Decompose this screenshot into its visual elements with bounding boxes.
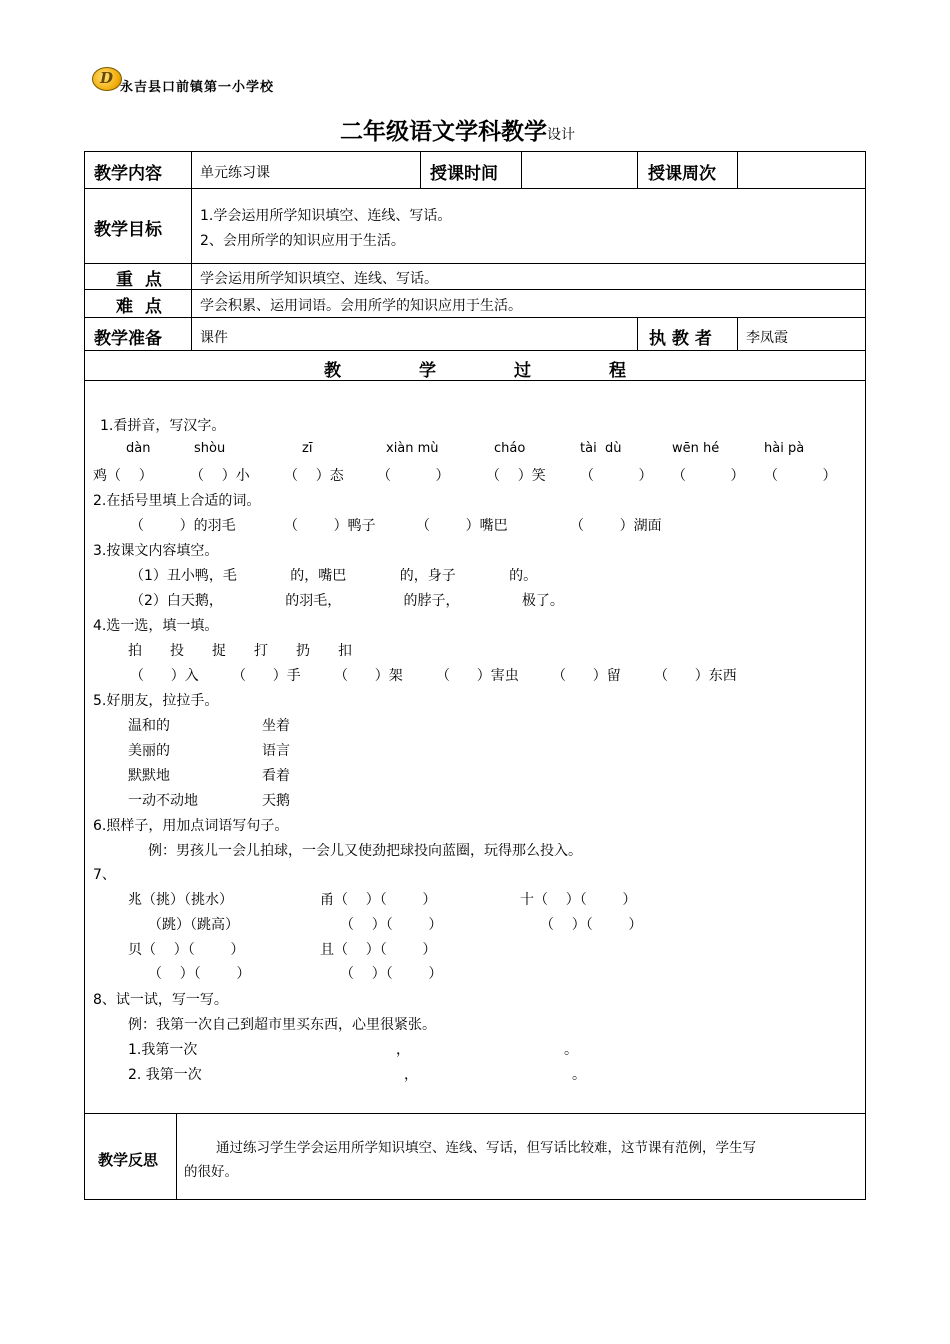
col-divider — [176, 1113, 177, 1199]
pinyin: tài dù — [580, 441, 622, 456]
goal-line-1: 1.学会运用所学知识填空、连线、写话。 — [200, 208, 452, 224]
difficulty-value: 学会积累、运用词语。会用所学的知识应用于生活。 — [200, 298, 522, 314]
q5-right-item: 语言 — [262, 743, 290, 759]
q1-blank: （ ） — [672, 468, 745, 484]
q4-word: 投 — [170, 643, 184, 659]
q5-left-item: 美丽的 — [128, 743, 170, 759]
reflect-line-2: 的很好。 — [184, 1164, 238, 1180]
q7-cell: 贝（ ）（ ） — [128, 942, 245, 958]
pinyin: zī — [302, 441, 313, 456]
q6-example: 例：男孩儿一会儿拍球，一会儿又使劲把球投向蓝圈，玩得那么投入。 — [148, 843, 582, 859]
q4-title: 4.选一选，填一填。 — [93, 618, 219, 634]
content-label: 教学内容 — [94, 164, 162, 184]
col-divider — [420, 151, 421, 188]
q3-line-2: （2）白天鹅， 的羽毛， 的脖子， 极了。 — [130, 593, 564, 609]
q2-blank: （ ）嘴巴 — [416, 518, 508, 534]
row-divider — [84, 317, 866, 318]
row-divider — [84, 263, 866, 264]
reflect-label: 教学反思 — [98, 1151, 159, 1169]
school-logo: D — [92, 67, 122, 91]
time-label: 授课时间 — [430, 164, 498, 184]
pinyin: hài pà — [764, 441, 805, 456]
teacher-label: 执 教 者 — [649, 329, 712, 349]
col-divider — [191, 151, 192, 350]
q1-blank: （ ） — [764, 468, 837, 484]
table-border-right — [865, 151, 866, 1200]
goal-label: 教学目标 — [94, 220, 162, 240]
q1-title: 1.看拼音，写汉字。 — [100, 418, 226, 434]
q5-left-item: 一动不动地 — [128, 793, 198, 809]
row-divider — [84, 188, 866, 189]
q4-word: 捉 — [212, 643, 226, 659]
q8-line-2-end: 。 — [572, 1067, 586, 1083]
q4-blank: （ ）入 — [130, 668, 199, 684]
q2-blank: （ ）鸭子 — [284, 518, 376, 534]
table-border-left — [84, 151, 85, 1200]
q5-left-item: 温和的 — [128, 718, 170, 734]
q5-right-item: 看着 — [262, 768, 290, 784]
q1-blank: 鸡（ ） — [93, 468, 153, 484]
table-border-bottom — [84, 1199, 866, 1200]
row-divider — [84, 289, 866, 290]
content-value: 单元练习课 — [200, 165, 270, 181]
q7-cell: （跳）（跳高） — [148, 917, 239, 933]
q5-left-item: 默默地 — [128, 768, 170, 784]
pinyin: xiàn mù — [386, 441, 439, 456]
q7-cell: 甬（ ）（ ） — [320, 892, 437, 908]
q4-word: 打 — [254, 643, 268, 659]
q7-cell: 十（ ）（ ） — [520, 892, 637, 908]
q7-cell: （ ）（ ） — [340, 966, 443, 982]
q5-right-item: 坐着 — [262, 718, 290, 734]
process-label-2: 学 — [419, 361, 436, 381]
week-label: 授课周次 — [648, 164, 716, 184]
pinyin: cháo — [494, 441, 526, 456]
q5-title: 5.好朋友，拉拉手。 — [93, 693, 219, 709]
q1-blank: （ ）态 — [284, 468, 344, 484]
q7-cell: （ ）（ ） — [340, 917, 443, 933]
q1-blank: （ ） — [580, 468, 653, 484]
q2-blank: （ ）的羽毛 — [130, 518, 236, 534]
q5-right-item: 天鹅 — [262, 793, 290, 809]
title-main: 二年级语文学科教学 — [340, 119, 547, 145]
q4-blank: （ ）东西 — [654, 668, 737, 684]
row-divider — [84, 380, 866, 381]
pinyin: dàn — [126, 441, 151, 456]
q7-title: 7、 — [93, 867, 116, 883]
col-divider — [637, 151, 638, 188]
q7-cell: 兆（挑）（挑水） — [128, 892, 233, 908]
q8-example: 例：我第一次自己到超市里买东西，心里很紧张。 — [128, 1017, 436, 1033]
reflect-line-1: 通过练习学生学会运用所学知识填空、连线、写话，但写话比较难，这节课有范例，学生写 — [216, 1140, 756, 1156]
pinyin: shòu — [194, 441, 226, 456]
pinyin: wēn hé — [672, 441, 720, 456]
col-divider — [737, 151, 738, 188]
q4-blank: （ ）手 — [232, 668, 301, 684]
process-label-4: 程 — [609, 361, 626, 381]
row-divider — [84, 1113, 866, 1114]
q8-line-1-end: 。 — [564, 1042, 578, 1058]
table-border-top — [84, 151, 866, 152]
col-divider — [637, 317, 638, 350]
q7-cell: （ ）（ ） — [540, 917, 643, 933]
school-name: 永吉县口前镇第一小学校 — [120, 80, 275, 95]
difficulty-label: 难 点 — [116, 297, 162, 317]
key-value: 学会运用所学知识填空、连线、写话。 — [200, 271, 438, 287]
q1-blank: （ ） — [377, 468, 450, 484]
page-title — [340, 113, 575, 146]
prep-value: 课件 — [200, 330, 228, 346]
q8-line-2-start: 2. 我第一次 — [128, 1067, 202, 1083]
col-divider — [521, 151, 522, 188]
q1-blank: （ ）笑 — [486, 468, 546, 484]
q4-word: 拍 — [128, 643, 142, 659]
q1-blank: （ ）小 — [190, 468, 250, 484]
title-suffix: 设计 — [547, 127, 575, 143]
teacher-value: 李凤霞 — [746, 330, 788, 346]
q4-blank: （ ）架 — [334, 668, 403, 684]
q8-line-2-comma: ， — [404, 1067, 418, 1083]
q4-blank: （ ）害虫 — [436, 668, 519, 684]
process-label-3: 过 — [514, 361, 531, 381]
q6-title: 6.照样子，用加点词语写句子。 — [93, 818, 289, 834]
q4-word: 扔 — [296, 643, 310, 659]
q2-title: 2.在括号里填上合适的词。 — [93, 493, 261, 509]
q8-line-1-comma: ， — [396, 1042, 410, 1058]
q7-cell: （ ）（ ） — [148, 966, 251, 982]
process-label-1: 教 — [324, 361, 341, 381]
q4-word: 扣 — [338, 643, 352, 659]
q3-title: 3.按课文内容填空。 — [93, 543, 219, 559]
q2-blank: （ ）湖面 — [570, 518, 662, 534]
col-divider — [737, 317, 738, 350]
q8-line-1-start: 1.我第一次 — [128, 1042, 198, 1058]
key-label: 重 点 — [116, 270, 162, 290]
q4-blank: （ ）留 — [552, 668, 621, 684]
row-divider — [84, 350, 866, 351]
prep-label: 教学准备 — [94, 329, 162, 349]
q3-line-1: （1）丑小鸭，毛 的，嘴巴 的，身子 的。 — [130, 568, 538, 584]
q8-title: 8、试一试，写一写。 — [93, 992, 228, 1008]
q7-cell: 且（ ）（ ） — [320, 942, 437, 958]
goal-line-2: 2、会用所学的知识应用于生活。 — [200, 233, 405, 249]
